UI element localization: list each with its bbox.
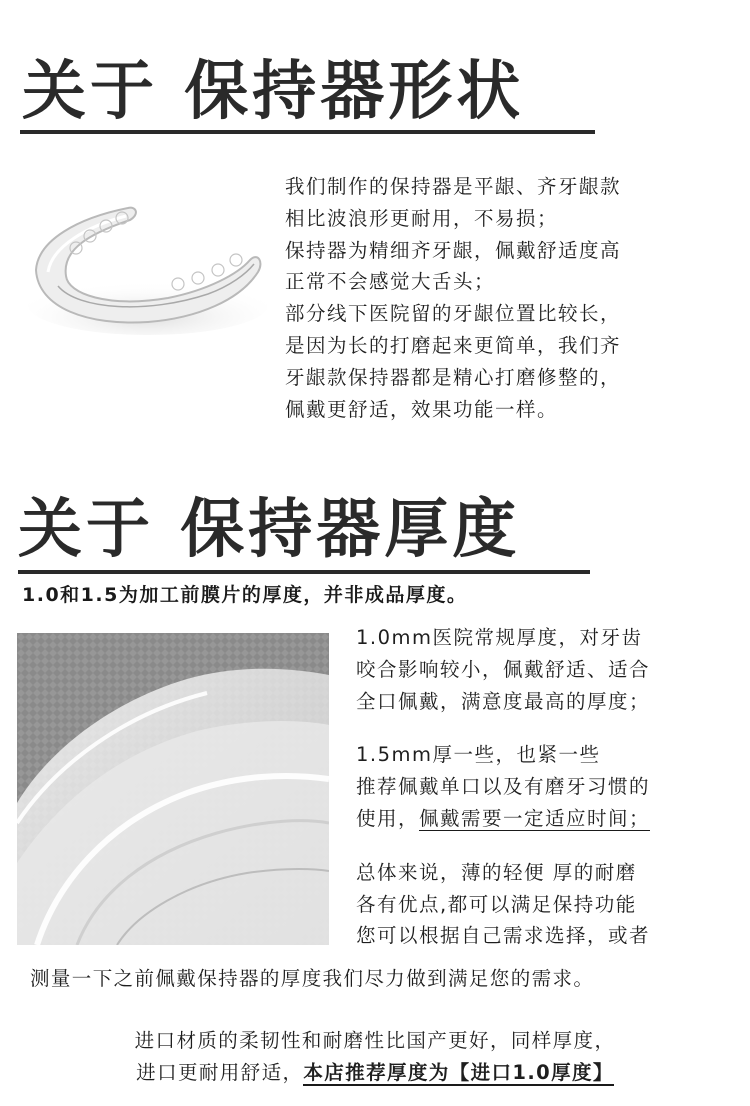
heading-underline — [20, 130, 595, 134]
shape-description-line: 保持器为精细齐牙龈，佩戴舒适度高 — [285, 238, 622, 262]
paragraph-gap — [356, 835, 650, 857]
shape-description-line: 佩戴更舒适，效果功能一样。 — [285, 397, 559, 421]
thickness-line: 全口佩戴，满意度最高的厚度； — [356, 689, 651, 713]
shape-description-line: 我们制作的保持器是平龈、齐牙龈款 — [285, 175, 622, 198]
footer-recommendation — [0, 1025, 750, 1089]
paragraph-gap — [356, 717, 650, 739]
shape-description — [285, 171, 621, 425]
measure-line: 测量一下之前佩戴保持器的厚度我们尽力做到满足您的需求。 — [30, 967, 595, 990]
footer-line — [0, 1057, 750, 1089]
retainer-closeup-photo — [17, 633, 329, 945]
thickness-description — [356, 622, 650, 952]
shape-description-line: 正常不会感觉大舌头； — [285, 270, 496, 294]
heading-underline — [18, 570, 590, 574]
footer-line-prefix: 进口更耐用舒适， — [136, 1061, 304, 1084]
thickness-line — [356, 803, 650, 835]
thickness-line: 各有优点,都可以满足保持功能 — [356, 892, 637, 916]
thickness-line: 1.5mm厚一些，也紧一些 — [356, 743, 601, 767]
thickness-line: 1.0mm医院常规厚度，对牙齿 — [356, 626, 643, 649]
retainer-photo — [18, 190, 270, 340]
thickness-line: 总体来说，薄的轻便 厚的耐磨 — [356, 860, 637, 884]
shape-description-line: 牙龈款保持器都是精心打磨修整的， — [285, 365, 622, 389]
underlined-note: 佩戴需要一定适应时间； — [419, 806, 651, 830]
shape-description-line: 相比波浪形更耐用，不易损； — [285, 206, 559, 230]
thickness-line: 推荐佩戴单口以及有磨牙习惯的 — [356, 775, 651, 799]
thickness-line: 咬合影响较小，佩戴舒适、适合 — [356, 657, 651, 681]
recommended-thickness: 本店推荐厚度为【进口1.0厚度】 — [303, 1061, 614, 1084]
thickness-line: 您可以根据自己需求选择，或者 — [356, 924, 651, 948]
shape-description-line: 是因为长的打磨起来更简单，我们齐 — [285, 333, 622, 357]
section-heading-shape: 关于 保持器形状 — [22, 55, 525, 129]
section-heading-thickness: 关于 保持器厚度 — [18, 493, 521, 567]
thickness-note: 1.0和1.5为加工前膜片的厚度，并非成品厚度。 — [22, 584, 468, 606]
shape-description-line: 部分线下医院留的牙龈位置比较长， — [285, 302, 622, 326]
thickness-line-prefix: 使用， — [356, 806, 420, 830]
footer-line: 进口材质的柔韧性和耐磨性比国产更好，同样厚度， — [134, 1029, 616, 1052]
